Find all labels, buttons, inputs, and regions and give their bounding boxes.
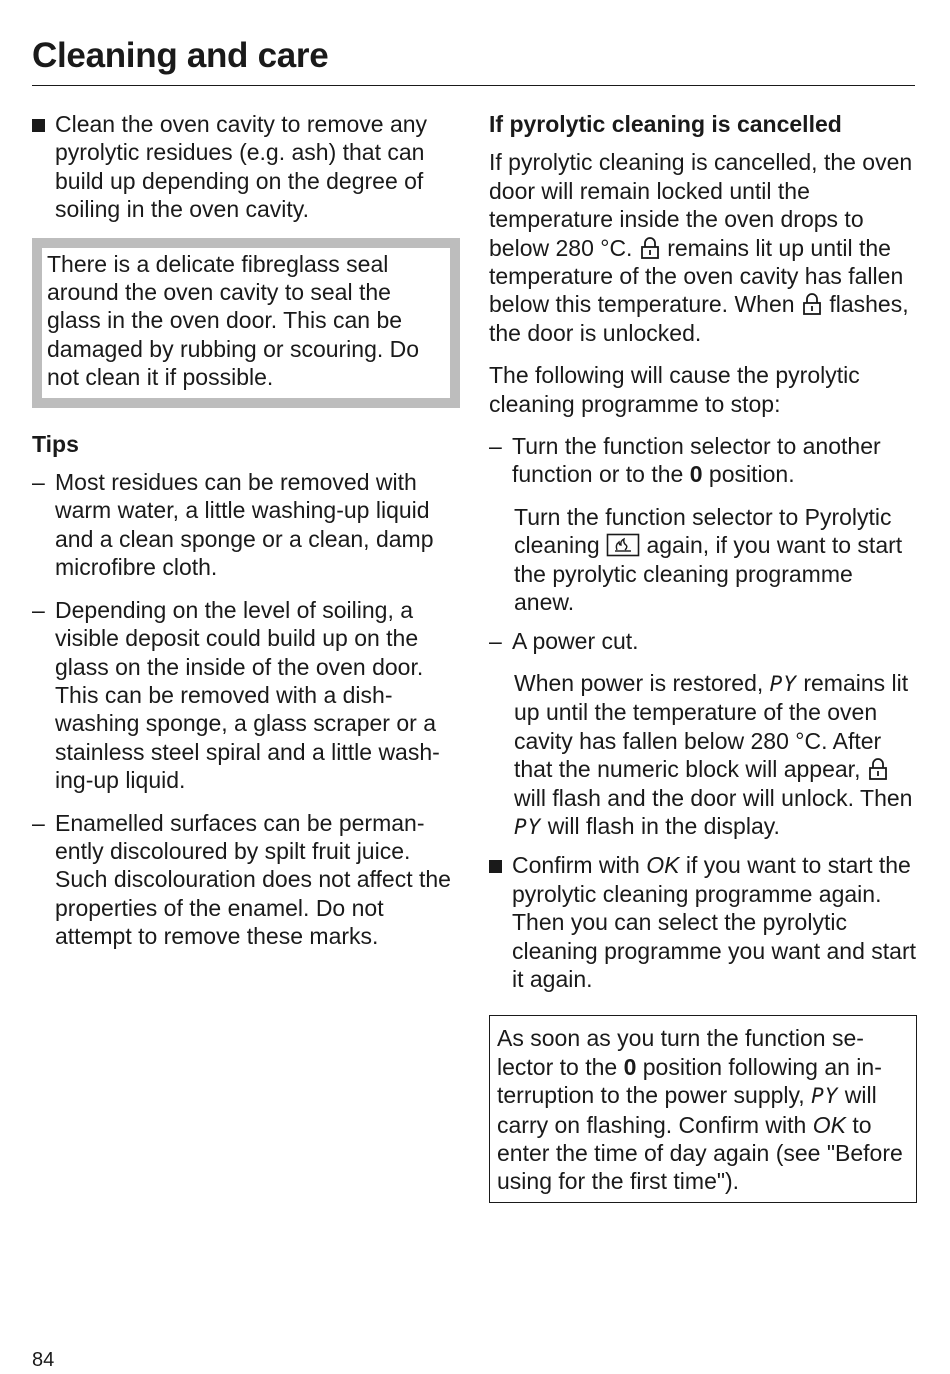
tip-text: Most residues can be removed with warm water, a little washing-up liquid and a clean sponge or a clean, damp microfibre cloth. (55, 469, 434, 581)
cancel-paragraph (489, 148, 917, 347)
square-bullet-icon (489, 860, 502, 873)
power-text-d: will flash in the display. (547, 812, 780, 839)
power-text-a: When power is restored, (514, 669, 764, 696)
restart-note (489, 503, 917, 617)
bullet-item (32, 110, 460, 224)
restart-text-a: Turn the function selector to Pyrolytic cleaning (514, 503, 892, 559)
page-title: Cleaning and care (32, 36, 329, 75)
cancel-text-b: remains lit up until the temperature of the oven cavity has fallen below this temperature. When (489, 234, 904, 318)
left-column (32, 110, 460, 951)
confirm-text-b: if you want to start the pyrolytic cleaning programme again. Then you can select the pyrolytic cleaning programme you want and start it again. (512, 852, 916, 992)
lock-icon (801, 291, 823, 317)
note-box (489, 1015, 917, 1202)
page-number: 84 (32, 1349, 55, 1371)
power-text-c: will flash and the door will unlock. Then (514, 784, 913, 811)
dash-marker: – (489, 627, 502, 654)
stop-item (489, 627, 917, 655)
dash-marker: – (489, 433, 502, 460)
tip-text: Enamelled surfaces can be permanently discoloured by spilt fruit juice. Such discolouration does not affect the properties of the enamel. Do not attempt to remove these marks. (55, 809, 451, 950)
ok-key: OK (646, 852, 680, 879)
bullet-text: Clean the oven cavity to remove any pyrolytic residues (e.g. ash) that can build up depending on the degree of soiling in the oven cavity. (55, 111, 428, 223)
lock-icon (639, 235, 661, 261)
display-code: PY (811, 1084, 839, 1109)
confirm-text-a: Confirm with (512, 852, 640, 879)
dash-marker: – (32, 809, 45, 836)
stop-text-b: position. (708, 461, 795, 488)
note-text-a: As soon as you turn the function selector to the (497, 1025, 864, 1080)
stop-text-a: Turn the function selector to another function or to the (512, 433, 881, 488)
right-column (489, 110, 917, 1203)
tips-heading: Tips (32, 430, 79, 457)
warning-text: There is a delicate fibreglass seal around the oven cavity to seal the glass in the oven door. This can be damaged by rubbing or scouring. Do not clean it if possible. (47, 250, 420, 391)
tip-item (32, 809, 460, 951)
section-heading: If pyrolytic cleaning is cancelled (489, 111, 842, 137)
note-text-d: to enter the time of day again (see "Before using for the first time"). (497, 1111, 903, 1195)
ok-key: OK (812, 1111, 846, 1138)
zero-position: 0 (623, 1053, 637, 1080)
cancel-text-c: flashes, the door is unlocked. (489, 291, 909, 346)
dash-marker: – (32, 596, 45, 623)
lock-icon (867, 756, 889, 782)
bullet-item (489, 851, 917, 993)
note-text (497, 1024, 910, 1195)
title-rule (32, 85, 915, 86)
note-text-b: position following an interruption to the power supply, (497, 1053, 882, 1109)
display-code: PY (769, 671, 797, 696)
power-text-b: remains lit up until the temperature of the oven cavity has fallen below 280 °C. After that the numeric block will appear, (514, 669, 909, 783)
stop-intro: The following will cause the pyrolytic cleaning programme to stop: (489, 362, 860, 417)
tip-item (32, 468, 460, 582)
tip-item (32, 596, 460, 795)
square-bullet-icon (32, 119, 45, 132)
tip-text: Depending on the level of soiling, a visible deposit could build up on the glass on the inside of the oven door. This can be removed with a dishwashing sponge, a glass scraper or a stainless steel spiral and a little washing-up liquid. (55, 596, 440, 794)
zero-position: 0 (689, 461, 703, 488)
power-cut-text: A power cut. (512, 627, 639, 654)
restart-text-b: again, if you want to start the pyrolytic cleaning programme anew. (514, 532, 903, 616)
pyrolytic-cleaning-icon (606, 533, 640, 557)
stop-item (489, 432, 917, 489)
warning-box (32, 238, 460, 408)
note-text-c: will carry on flashing. Confirm with (497, 1082, 877, 1138)
dash-marker: – (32, 469, 45, 496)
power-cut-note (489, 669, 917, 841)
display-code: PY (514, 814, 542, 839)
cancel-text-a: If pyrolytic cleaning is cancelled, the oven door will remain locked until the temperature inside the oven drops to below 280 °C. (489, 149, 913, 261)
